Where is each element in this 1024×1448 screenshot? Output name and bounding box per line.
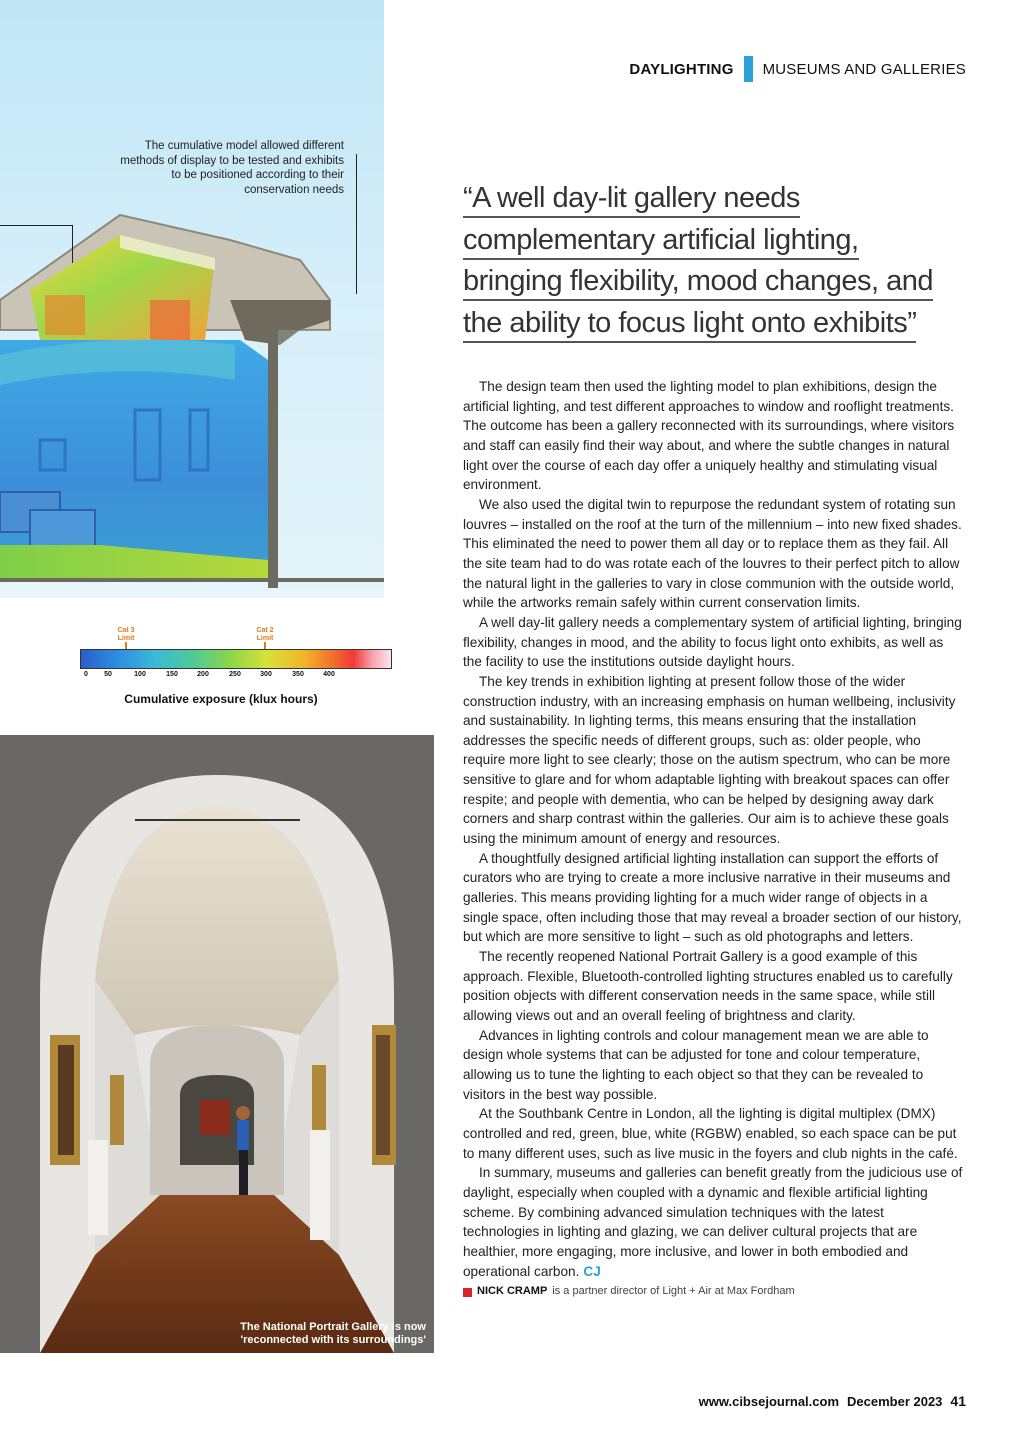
author-name: NICK CRAMP (477, 1285, 548, 1298)
scale-tick: 0 (84, 671, 88, 678)
footer-date: December 2023 (847, 1394, 943, 1409)
model-caption: The cumulative model allowed different methods of display to be tested and exhibits to be positioned according to their conservation needs (120, 140, 344, 196)
photo-caption: The National Portrait Gallery is now 'reconnected with its surroundings' (240, 1321, 426, 1346)
article-paragraph: A thoughtfully designed artificial lighting installation can support the efforts of curators who are trying to create a more inclusive narrative in their museums and galleries. This means providing lighting for a much wider range of objects in a single space, often including those that may reveal a broader section of our history, but which are more sensitive to light – such as old photographs and letters. (463, 850, 962, 945)
pull-quote-line: complementary artificial lighting, (463, 224, 859, 260)
topic-label: MUSEUMS AND GALLERIES (762, 60, 966, 78)
article-paragraph: The recently reopened National Portrait Gallery is a good example of this approach. Flexible, Bluetooth-controlled lighting structures enabled us to carefully position objects with different conservation needs in the same space, while still allowing views out and an overall feeling of brightness and clarity. (463, 949, 953, 1023)
caption-leader-left-h (0, 225, 73, 226)
section-label: DAYLIGHTING (629, 60, 734, 78)
footer-url: www.cibsejournal.com (698, 1394, 840, 1409)
pull-quote-line: “A well day-lit gallery needs (463, 182, 800, 218)
scale-tick: 50 (104, 671, 112, 678)
caption-leader-right (356, 154, 357, 294)
author-byline (463, 1282, 963, 1302)
pull-quote (463, 178, 963, 344)
gallery-photo-render (0, 735, 434, 1353)
daylight-model-illustration (0, 0, 388, 598)
scale-tick: 150 (166, 671, 178, 678)
article-paragraph: We also used the digital twin to repurpose the redundant system of rotating sun louvres – installed on the roof at the turn of the millennium – into new fixed shades. This eliminated the need to power them all day or to replace them as they fail. All the site team had to do was rotate each of the louvres to their perfect pitch to allow the natural light in the galleries to vary in close communion with the outside world, while the artworks remain safely within current conservation limits. (463, 496, 962, 611)
article-paragraph: The design team then used the lighting model to plan exhibitions, design the artificial lighting, and test different approaches to window and rooflight treatments. The outcome has been a gallery reconnected with its surroundings, where visitors and staff can easily find their way about, and where the subtle changes in natural light over the course of each day offer a uniquely healthy and stimulating visual environment. (463, 379, 955, 493)
running-head (629, 56, 966, 82)
model-render (0, 0, 388, 598)
scale-title: Cumulative exposure (klux hours) (124, 692, 318, 706)
caption-leader-left (72, 225, 73, 263)
scale-tick: 100 (134, 671, 146, 678)
pull-quote-line: the ability to focus light onto exhibits” (463, 307, 916, 343)
end-mark: CJ (583, 1263, 601, 1279)
byline-marker (463, 1288, 472, 1297)
cat3-limit-label: Cat 3 Limit (117, 627, 135, 642)
scale-tick: 200 (197, 671, 209, 678)
scale-tick: 300 (260, 671, 272, 678)
section-divider (744, 56, 753, 82)
scale-tick: 350 (292, 671, 304, 678)
article-paragraph-last: In summary, museums and galleries can benefit greatly from the judicious use of daylight, especially when coupled with a dynamic and flexible artificial lighting scheme. By combining advanced simulation techniques with the latest technologies in lighting and glazing, we can deliver cultural projects that are healthier, more engaging, more inclusive, and lower in both embodied and operational carbon. CJ (463, 1165, 963, 1279)
article-paragraph: Advances in lighting controls and colour management mean we are able to design whole systems that can be adjusted for tone and colour temperature, allowing us to tune the lighting to each object so that they can be revealed to visitors in the best way possible. (463, 1027, 929, 1102)
scale-tick: 400 (323, 671, 335, 678)
page-footer (699, 1393, 966, 1409)
article-paragraph: The key trends in exhibition lighting at present follow those of the wider construction industry, with an increasing emphasis on human wellbeing, inclusivity and sustainability. In lighting terms, this means ensuring that the installation addresses the specific needs of different groups, such as: older people, who require more light to see clearly; those on the autism spectrum, who can be more sensitive to glare and for whom adaptable lighting with breakout spaces can offer respite; and people with dementia, who can be helped by designing away dark corners and sharp contrast within the galleries. Our aim is to achieve these goals using the minimum amount of energy and resources. (463, 673, 956, 847)
page-number: 41 (950, 1393, 966, 1409)
pull-quote-line: bringing flexibility, mood changes, and (463, 265, 933, 301)
exposure-colour-bar (80, 649, 392, 669)
author-description: is a partner director of Light + Air at Max Fordham (552, 1285, 795, 1298)
scale-tick: 250 (229, 671, 241, 678)
article-body (463, 377, 963, 1302)
article-paragraph: At the Southbank Centre in London, all the lighting is digital multiplex (DMX) controlled and red, green, blue, white (RGBW) enabled, so each space can be put to many different uses, such as live music in the foyers and club nights in the café. (463, 1106, 958, 1161)
article-paragraph: A well day-lit gallery needs a complementary system of artificial lighting, bringing flexibility, changes in mood, and the ability to focus light onto exhibits, as well as the facility to use the institutions outside daylight hours. (463, 614, 962, 670)
gallery-photo (0, 735, 434, 1353)
cat2-limit-label: Cat 2 Limit (256, 627, 274, 642)
